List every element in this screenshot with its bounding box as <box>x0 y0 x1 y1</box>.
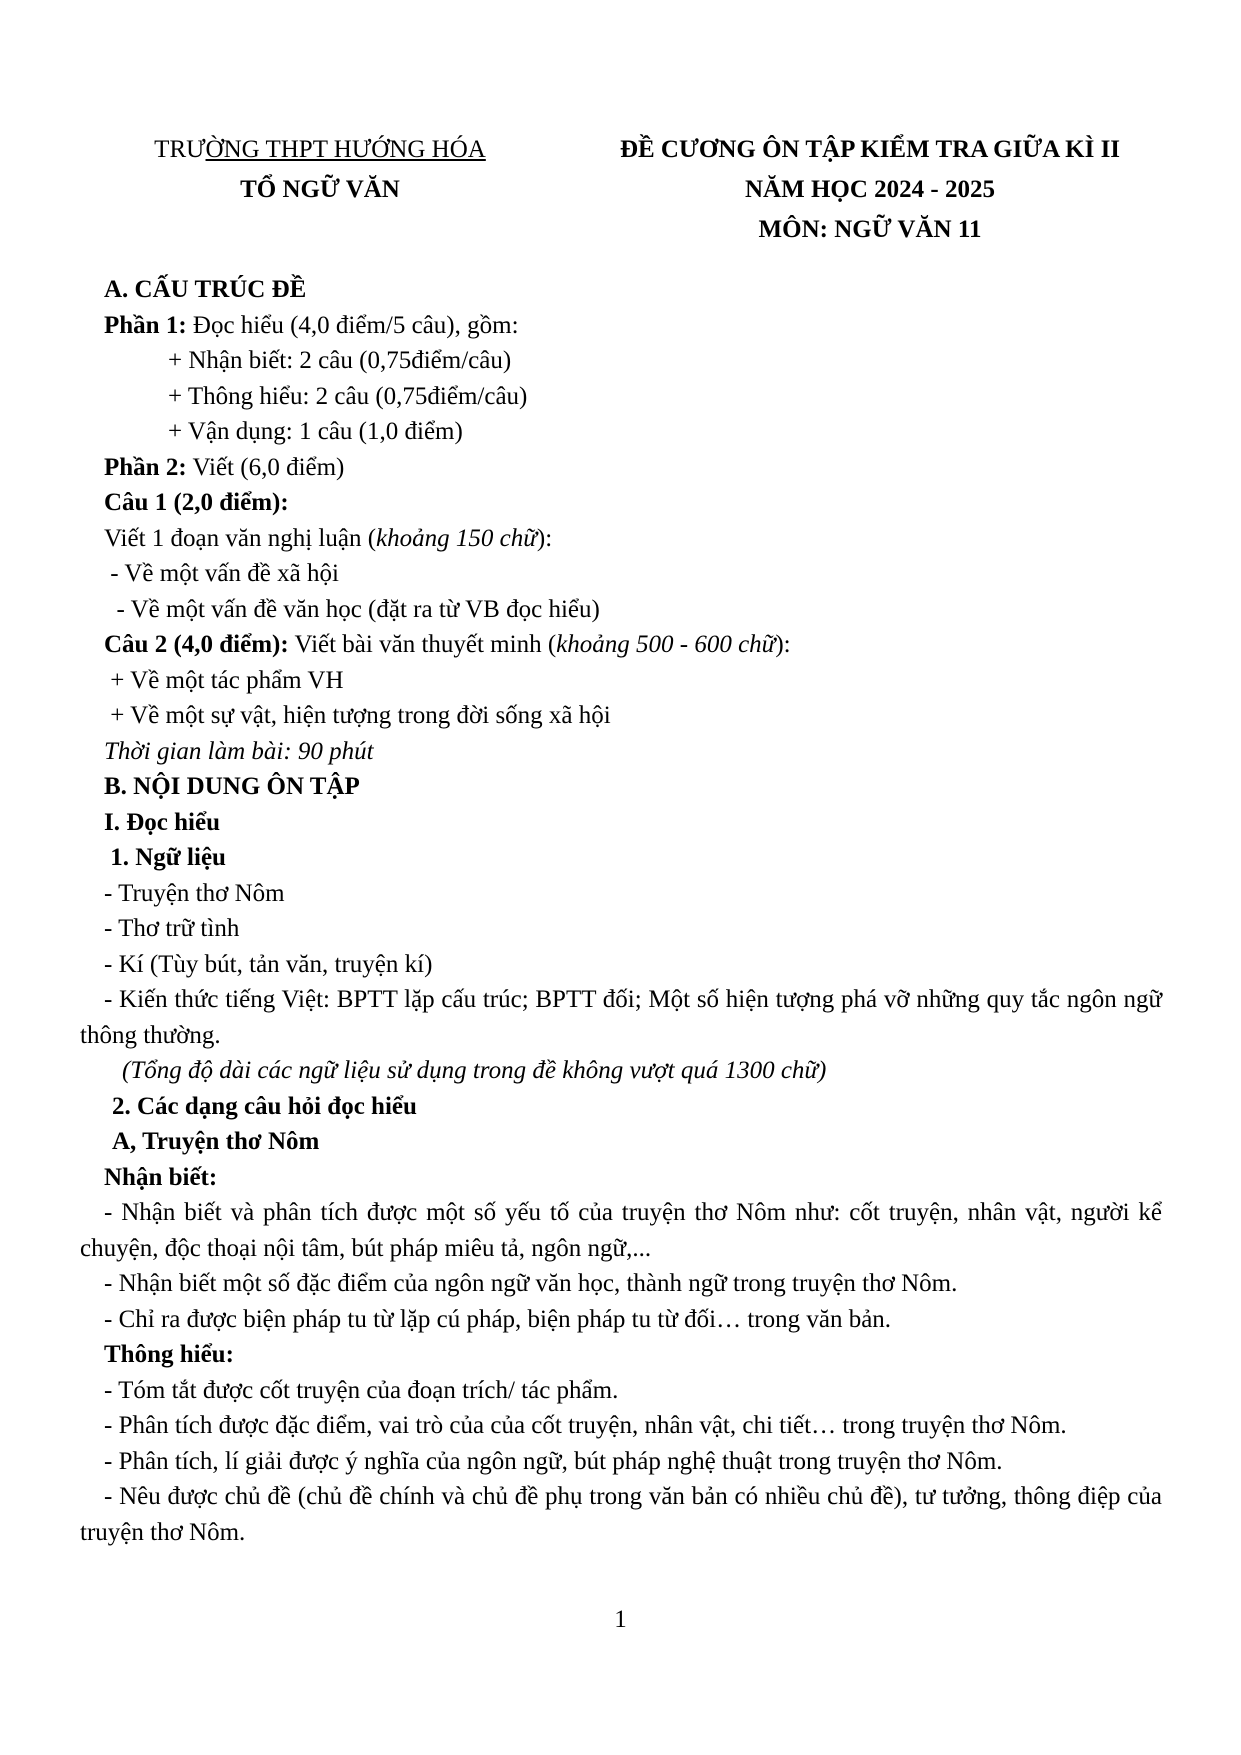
corpus-item: - Truyện thơ Nôm <box>104 879 285 907</box>
section-b-heading: B. NỘI DUNG ÔN TẬP <box>104 773 360 800</box>
department-name: TỔ NGỮ VĂN <box>240 176 400 203</box>
question1-text: Viết 1 đoạn văn nghị luận (khoảng 150 chữ): <box>104 524 553 552</box>
question2-item: + Về một sự vật, hiện tượng trong đời sống xã hội <box>104 702 611 729</box>
understanding-item: - Phân tích, lí giải được ý nghĩa của ngôn ngữ, bút pháp nghệ thuật trong truyện thơ Nôm. <box>104 1447 1003 1475</box>
question2-line: Câu 2 (4,0 điểm): Viết bài văn thuyết minh (khoảng 500 - 600 chữ): <box>104 631 791 658</box>
subsection-nom-poetry: A, Truyện thơ Nôm <box>112 1128 320 1155</box>
corpus-note: (Tổng độ dài các ngữ liệu sử dụng trong đề không vượt quá 1300 chữ) <box>122 1057 827 1084</box>
recognition-item: - Chỉ ra được biện pháp tu từ lặp cú pháp, biện pháp tu từ đối… trong văn bản. <box>104 1305 892 1333</box>
part2-line: Phần 2: Viết (6,0 điểm) <box>104 453 345 481</box>
question1-item: - Về một vấn đề văn học (đặt ra từ VB đọc hiểu) <box>104 595 600 623</box>
recognition-item: - Nhận biết và phân tích được một số yếu tố của truyện thơ Nôm như: cốt truyện, nhân vật, người kể chuyện, độc thoại nội tâm, bút pháp miêu tả, ngôn ngữ,... <box>80 1199 1162 1262</box>
question1-label: Câu 1 (2,0 điểm): <box>104 489 289 516</box>
understanding-item: - Tóm tắt được cốt truyện của đoạn trích/ tác phẩm. <box>104 1376 619 1404</box>
section-a-heading: A. CẤU TRÚC ĐỀ <box>104 276 307 303</box>
subject: MÔN: NGỮ VĂN 11 <box>758 216 982 243</box>
exam-time: Thời gian làm bài: 90 phút <box>104 737 374 765</box>
question1-item: - Về một vấn đề xã hội <box>104 560 339 587</box>
document-body <box>80 272 1162 1550</box>
understanding-item: - Phân tích được đặc điểm, vai trò của của cốt truyện, nhân vật, chi tiết… trong truyện thơ Nôm. <box>104 1412 1067 1439</box>
part1-item: + Thông hiểu: 2 câu (0,75điểm/câu) <box>168 382 528 410</box>
recognition-label: Nhận biết: <box>104 1163 218 1191</box>
subsection-reading: I. Đọc hiểu <box>104 808 220 836</box>
header-right <box>560 130 1180 250</box>
corpus-item: - Kí (Tùy bút, tản văn, truyện kí) <box>104 950 433 978</box>
corpus-extra: - Kiến thức tiếng Việt: BPTT lặp cấu trúc; BPTT đối; Một số hiện tượng phá vỡ những quy tắc ngôn ngữ thông thường. <box>80 986 1162 1049</box>
header-left <box>120 130 520 210</box>
doc-title: ĐỀ CƯƠNG ÔN TẬP KIỂM TRA GIỮA KÌ II <box>619 136 1121 163</box>
understanding-label: Thông hiểu: <box>104 1341 234 1368</box>
school-year: NĂM HỌC 2024 - 2025 <box>745 176 995 203</box>
question2-item: + Về một tác phẩm VH <box>104 666 344 694</box>
recognition-item: - Nhận biết một số đặc điểm của ngôn ngữ văn học, thành ngữ trong truyện thơ Nôm. <box>104 1270 958 1297</box>
corpus-item: - Thơ trữ tình <box>104 915 240 942</box>
part1-item: + Nhận biết: 2 câu (0,75điểm/câu) <box>168 347 512 374</box>
subsection-corpus: 1. Ngữ liệu <box>104 844 226 871</box>
part1-line: Phần 1: Đọc hiểu (4,0 điểm/5 câu), gồm: <box>104 311 519 339</box>
school-name: TRƯỜNG THPT HƯỚNG HÓA <box>154 136 486 163</box>
understanding-item: - Nêu được chủ đề (chủ đề chính và chủ đề phụ trong văn bản có nhiều chủ đề), tư tưởng, thông điệp của truyện thơ Nôm. <box>80 1483 1162 1546</box>
page-number: 1 <box>614 1606 627 1633</box>
part1-item: + Vận dụng: 1 câu (1,0 điểm) <box>168 418 463 445</box>
subsection-question-types: 2. Các dạng câu hỏi đọc hiểu <box>112 1092 417 1120</box>
